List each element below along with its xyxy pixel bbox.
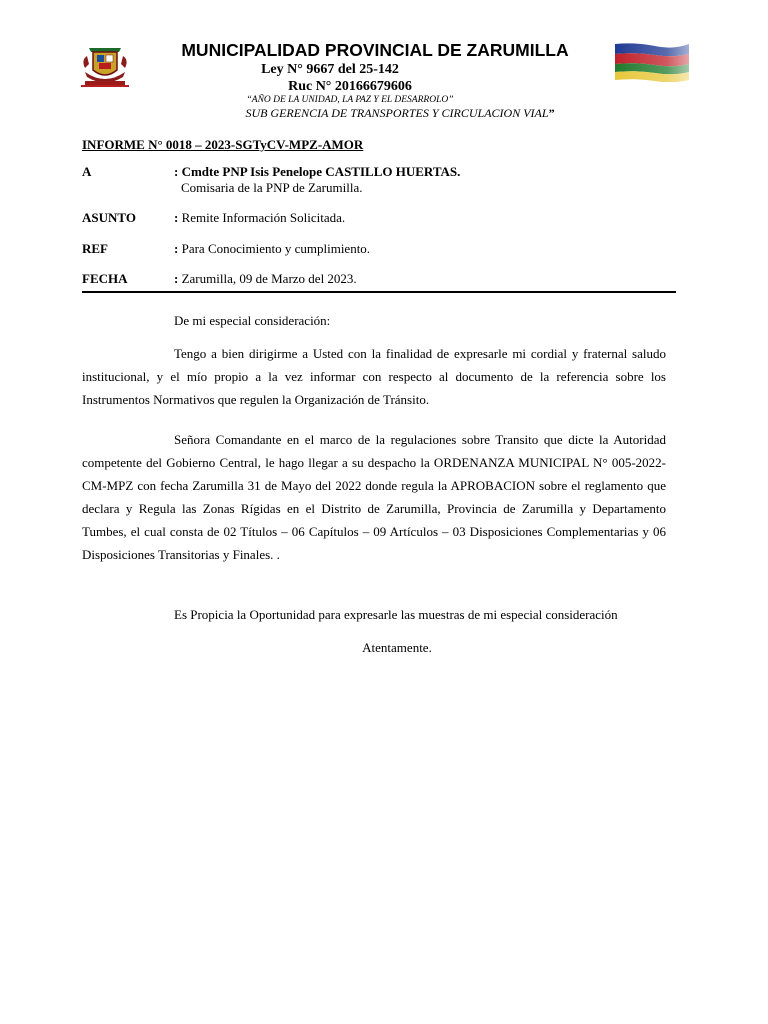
header-divider — [82, 291, 676, 293]
field-ref-label: REF — [82, 241, 108, 256]
field-a-label: A — [82, 164, 92, 179]
greeting: De mi especial consideración: — [174, 313, 331, 328]
document-title: MUNICIPALIDAD PROVINCIAL DE ZARUMILLA — [181, 40, 569, 60]
field-fecha-label: FECHA — [82, 271, 128, 286]
subgerencia-line — [140, 106, 660, 121]
subgerencia-close-quote: ” — [548, 106, 555, 120]
closing-line: Es Propicia la Oportunidad para expresarle las muestras de mi especial consideración — [174, 607, 618, 622]
field-ref-value: Para Conocimiento y cumplimiento. — [181, 241, 371, 256]
field-a-value-line2: Comisaria de la PNP de Zarumilla. — [181, 180, 363, 195]
signoff: Atentamente. — [362, 640, 432, 655]
municipal-flag-icon — [615, 42, 689, 82]
subgerencia-text: SUB GERENCIA DE TRANSPORTES Y CIRCULACION VIAL — [245, 106, 549, 120]
body-paragraph-2: Señora Comandante en el marco de la regulaciones sobre Transito que dicte la Autoridad competente del Gobierno Central, le hago llegar a su despacho la ORDENANZA MUNICIPAL N° 005-2022-CM-MPZ con fecha Zarumilla 31 de Mayo del 2022 donde regula la APROBACION sobre el reglamento que declara y Regula las Zonas Rígidas en el Distrito de Zarumilla, Provincia de Zarumilla y Departamento Tumbes, el cual consta de 02 Títulos – 06 Capítulos – 09 Artículos – 03 Disposiciones Complementarias y 06 Disposiciones Transitorias y Finales. . — [82, 432, 666, 562]
informe-number: INFORME N° 0018 – 2023-SGTyCV-MPZ-AMOR — [82, 137, 364, 152]
field-fecha-value: Zarumilla, 09 de Marzo del 2023. — [181, 271, 357, 286]
ruc-line: Ruc N° 20166679606 — [288, 79, 412, 94]
ley-line: Ley N° 9667 del 25-142 — [261, 62, 399, 77]
field-a-value: : Cmdte PNP Isis Penelope CASTILLO HUERTAS. — [174, 164, 461, 179]
field-ref: : Para Conocimiento y cumplimiento. — [174, 241, 371, 256]
coat-of-arms-icon — [79, 42, 131, 90]
body-paragraph-1: Tengo a bien dirigirme a Usted con la finalidad de expresarle mi cordial y fraternal saludo institucional, y el mío propio a la vez informar con respecto al documento de la referencia sobre los Instrumentos Normativos que regulen la Organización de Tránsito. — [82, 346, 666, 407]
field-asunto-label: ASUNTO — [82, 210, 136, 225]
field-asunto-value: Remite Información Solicitada. — [181, 210, 346, 225]
year-motto: “AÑO DE LA UNIDAD, LA PAZ Y EL DESARROLO” — [246, 95, 454, 105]
field-fecha: : Zarumilla, 09 de Marzo del 2023. — [174, 271, 357, 286]
field-asunto: : Remite Información Solicitada. — [174, 210, 346, 225]
